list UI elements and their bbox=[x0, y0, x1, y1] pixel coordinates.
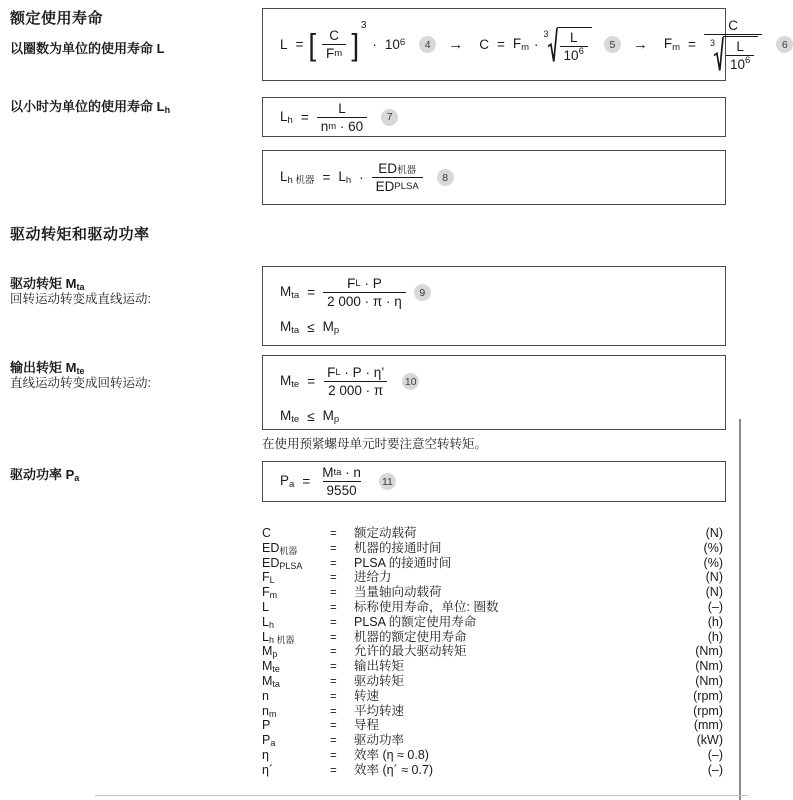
fraction-mta: F L · P 2 000 · π · η bbox=[323, 276, 406, 309]
legend-description: 导程 bbox=[354, 718, 380, 733]
label-life-hours: 以小时为单位的使用寿命 $L_h$ bbox=[10, 99, 171, 115]
arrow-icon: → bbox=[632, 36, 648, 53]
legend-description: 额定动载荷 bbox=[354, 526, 417, 540]
legend-description: 标称使用寿命，单位: 圈数 bbox=[354, 599, 499, 614]
legend-symbol: P bbox=[262, 718, 271, 733]
legend-symbol: L bbox=[262, 599, 269, 614]
legend-symbol: $L_h$ bbox=[262, 614, 274, 630]
legend-equals: = bbox=[330, 616, 337, 629]
legend-description: 效率 (η ≈ 0.8) bbox=[354, 747, 429, 762]
desc-output-torque: 直线运动转变成回转运动: bbox=[10, 376, 151, 390]
legend-row bbox=[262, 644, 723, 659]
legend-description: 输出转矩 bbox=[354, 659, 405, 674]
legend-equals: = bbox=[330, 542, 337, 555]
label-output-torque: 输出转矩 $M_{te}$ bbox=[10, 360, 85, 376]
fraction-C-over-cuberoot: C 3 L 10 6 bbox=[704, 18, 762, 72]
legend-equals: = bbox=[330, 705, 337, 718]
note-preload-torque: 在使用预紧螺母单元时要注意空转转矩。 bbox=[262, 437, 488, 451]
formula-mta bbox=[263, 276, 725, 309]
legend-unit: (–) bbox=[707, 599, 723, 614]
legend-description: 机器的额定使用寿命 bbox=[354, 629, 467, 644]
legend-symbol: η bbox=[262, 747, 269, 762]
fraction-L-over-nm60: L n m · 60 bbox=[317, 101, 368, 134]
legend-row bbox=[262, 526, 723, 541]
radical-icon bbox=[548, 27, 557, 63]
legend-symbol: $F_L$ bbox=[262, 570, 275, 586]
eq-ref-11: 11 bbox=[379, 473, 396, 490]
legend-symbol: $M_p$ bbox=[262, 644, 278, 660]
legend-unit: (Nm) bbox=[695, 644, 723, 659]
legend-equals: = bbox=[330, 587, 337, 600]
legend-unit: (kW) bbox=[696, 733, 723, 748]
legend-symbol: C bbox=[262, 526, 272, 540]
legend-description: 转速 bbox=[354, 688, 380, 703]
sym-L: L bbox=[280, 37, 288, 52]
label-life-revolutions: 以圈数为单位的使用寿命 L bbox=[10, 41, 165, 56]
eq-ref-4: 4 bbox=[419, 36, 436, 53]
sym-Lh: $L_h$ bbox=[280, 108, 293, 126]
condition-mte bbox=[263, 408, 725, 425]
legend-row bbox=[262, 763, 723, 778]
legend-description: 驱动转矩 bbox=[354, 673, 405, 688]
eq-ref-9: 9 bbox=[414, 284, 431, 301]
legend-symbol: $n_m$ bbox=[262, 703, 277, 719]
legend-row bbox=[262, 659, 723, 674]
legend-equals: = bbox=[330, 528, 337, 540]
legend-symbol: $L_{h 机器}$ bbox=[262, 629, 295, 645]
formula-life-machine bbox=[263, 161, 725, 194]
legend-unit: (rpm) bbox=[693, 703, 723, 718]
fraction-mte: F L · P · η’ 2 000 · π bbox=[323, 365, 388, 398]
sym-Mta: $M_{ta}$ bbox=[280, 284, 300, 301]
legend-equals: = bbox=[330, 720, 337, 733]
legend bbox=[262, 526, 723, 778]
fraction-ED-ratio: ED 机器 ED PLSA bbox=[372, 161, 423, 194]
sym-Lh: $L_h$ bbox=[338, 169, 352, 186]
label-drive-torque: 驱动转矩 $M_{ta}$ bbox=[10, 276, 85, 292]
legend-row bbox=[262, 674, 723, 689]
formula-box-mte bbox=[262, 355, 726, 430]
legend-row bbox=[262, 556, 723, 571]
legend-unit: (Nm) bbox=[695, 659, 723, 674]
formula-life-revolutions bbox=[263, 17, 788, 72]
formula-box-pa bbox=[262, 461, 726, 502]
section-title-drive: 驱动转矩和驱动功率 bbox=[10, 226, 150, 243]
eq-ref-7: 7 bbox=[381, 109, 398, 126]
legend-symbol: $ED_{PLSA}$ bbox=[262, 555, 303, 571]
legend-equals: = bbox=[330, 735, 337, 748]
page-right-rule bbox=[739, 419, 741, 800]
page-bottom-rule bbox=[95, 795, 748, 796]
legend-description: 效率 (η´ ≈ 0.7) bbox=[354, 762, 434, 777]
formula-pa bbox=[263, 465, 725, 498]
dot-operator: · bbox=[359, 170, 364, 185]
legend-equals: = bbox=[330, 646, 337, 659]
formula-box-life-hours bbox=[262, 97, 726, 137]
equals: = bbox=[307, 374, 316, 389]
sym-Mp: $M_p$ bbox=[322, 319, 340, 336]
legend-description: PLSA 的接通时间 bbox=[354, 555, 452, 570]
eq-ref-6: 6 bbox=[776, 36, 793, 53]
sym-Lh-machine: $L_{h 机器}$ bbox=[280, 169, 315, 186]
exponent-3: 3 bbox=[360, 19, 367, 31]
sym-Fm: $F_m$ bbox=[512, 36, 530, 53]
section-title-rated-life: 额定使用寿命 bbox=[10, 10, 104, 27]
legend-unit: (N) bbox=[705, 585, 723, 600]
legend-row bbox=[262, 748, 723, 763]
legend-symbol: $M_{te}$ bbox=[262, 659, 280, 675]
condition-mta bbox=[263, 319, 725, 336]
legend-equals: = bbox=[330, 601, 337, 614]
legend-symbol: $ED_{机器}$ bbox=[262, 540, 298, 556]
legend-equals: = bbox=[330, 675, 337, 688]
legend-unit: (%) bbox=[703, 555, 723, 570]
legend-row bbox=[262, 630, 723, 645]
equals: = bbox=[307, 285, 316, 300]
legend-equals: = bbox=[330, 557, 337, 570]
legend-row bbox=[262, 585, 723, 600]
less-equal: ≤ bbox=[307, 320, 315, 335]
left-bracket: [ bbox=[308, 27, 317, 62]
legend-description: 机器的接通时间 bbox=[354, 540, 442, 555]
legend-unit: (–) bbox=[707, 762, 723, 777]
legend-row bbox=[262, 733, 723, 748]
legend-unit: (Nm) bbox=[695, 673, 723, 688]
legend-description: 进给力 bbox=[354, 570, 392, 585]
legend-description: 平均转速 bbox=[354, 703, 405, 718]
legend-unit: (N) bbox=[705, 570, 723, 585]
formula-mte bbox=[263, 365, 725, 398]
formula-box-mta bbox=[262, 266, 726, 346]
fraction-C-over-Fm: C F m bbox=[322, 28, 346, 61]
arrow-icon: → bbox=[448, 36, 464, 53]
legend-equals: = bbox=[330, 764, 337, 777]
formula-life-hours bbox=[263, 101, 725, 134]
legend-row bbox=[262, 615, 723, 630]
legend-symbol: $P_a$ bbox=[262, 733, 276, 749]
legend-description: PLSA 的额定使用寿命 bbox=[354, 614, 477, 629]
legend-row bbox=[262, 600, 723, 615]
label-drive-power: 驱动功率 $P_a$ bbox=[10, 467, 80, 483]
legend-row bbox=[262, 570, 723, 585]
legend-symbol: $F_m$ bbox=[262, 585, 278, 601]
legend-unit: (h) bbox=[707, 629, 723, 644]
dot-operator: · bbox=[372, 37, 377, 52]
legend-equals: = bbox=[330, 631, 337, 644]
radical-icon bbox=[714, 36, 723, 72]
legend-unit: (%) bbox=[703, 540, 723, 555]
sym-Mp: $M_p$ bbox=[322, 408, 340, 425]
legend-row bbox=[262, 704, 723, 719]
legend-description: 驱动功率 bbox=[354, 733, 405, 748]
fraction-pa: M ta · n 9550 bbox=[322, 465, 361, 498]
legend-symbol: n bbox=[262, 688, 269, 703]
equals: = bbox=[322, 170, 331, 185]
desc-drive-torque: 回转运动转变成直线运动: bbox=[10, 292, 151, 306]
legend-unit: (N) bbox=[705, 526, 723, 540]
sym-Mte: $M_{te}$ bbox=[280, 408, 300, 425]
legend-row bbox=[262, 689, 723, 704]
equals: = bbox=[300, 109, 309, 125]
legend-unit: (h) bbox=[707, 614, 723, 629]
sym-Mta: $M_{ta}$ bbox=[280, 319, 300, 336]
legend-equals: = bbox=[330, 572, 337, 585]
equals: = bbox=[302, 474, 311, 489]
sym-C: C bbox=[479, 37, 489, 52]
cube-root-L-over-1e6: 3 L 10 6 bbox=[542, 27, 592, 63]
legend-unit: (–) bbox=[707, 747, 723, 762]
legend-unit: (mm) bbox=[693, 718, 723, 733]
right-bracket: ] bbox=[351, 27, 360, 62]
equals: = bbox=[295, 37, 304, 52]
legend-row bbox=[262, 718, 723, 733]
less-equal: ≤ bbox=[307, 409, 315, 424]
sym-Pa: $P_a$ bbox=[280, 473, 295, 490]
legend-description: 允许的最大驱动转矩 bbox=[354, 644, 467, 659]
eq-ref-5: 5 bbox=[604, 36, 621, 53]
legend-unit: (rpm) bbox=[693, 688, 723, 703]
legend-symbol: η´ bbox=[262, 762, 274, 777]
legend-row bbox=[262, 541, 723, 556]
sym-Fm: $F_m$ bbox=[663, 36, 681, 53]
sym-Mte: $M_{te}$ bbox=[280, 373, 300, 390]
formula-box-life-machine bbox=[262, 150, 726, 205]
equals: = bbox=[688, 37, 696, 52]
legend-equals: = bbox=[330, 661, 337, 674]
eq-ref-8: 8 bbox=[437, 169, 454, 186]
legend-equals: = bbox=[330, 690, 337, 703]
ten-to-sixth: $10^6$ bbox=[384, 37, 406, 52]
formula-box-life-revolutions bbox=[262, 8, 788, 81]
legend-symbol: $M_{ta}$ bbox=[262, 673, 280, 689]
dot-operator: · bbox=[534, 37, 539, 52]
legend-description: 当量轴向动载荷 bbox=[354, 585, 442, 600]
equals: = bbox=[496, 37, 505, 52]
legend-equals: = bbox=[330, 749, 337, 762]
eq-ref-10: 10 bbox=[402, 373, 419, 390]
